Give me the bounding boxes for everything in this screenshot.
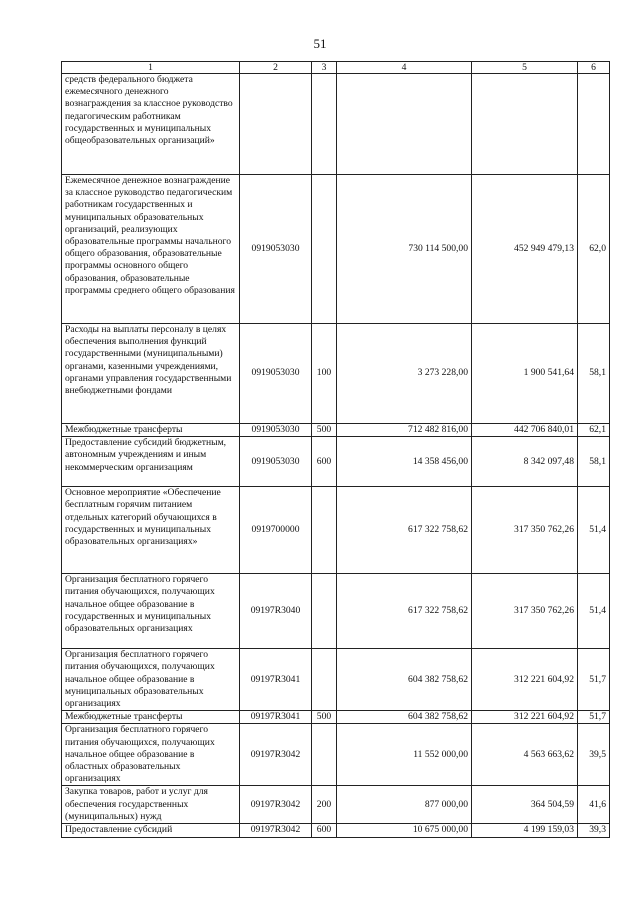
row-code: 0919053030 (240, 324, 312, 424)
row-vr (312, 649, 337, 711)
row-name: Закупка товаров, работ и услуг для обеспечения государственных (муниципальных) нужд (62, 786, 240, 824)
table-row (62, 437, 610, 487)
row-fact: 4 199 159,03 (472, 824, 578, 837)
row-plan: 712 482 816,00 (337, 424, 472, 437)
table-header-row (62, 62, 610, 74)
table-row (62, 324, 610, 424)
row-fact: 317 350 762,26 (472, 487, 578, 574)
row-pct: 39,5 (578, 724, 610, 786)
row-plan: 3 273 228,00 (337, 324, 472, 424)
column-header: 1 (62, 62, 240, 74)
row-fact: 4 563 663,62 (472, 724, 578, 786)
row-name: Организация бесплатного горячего питания обучающихся, получающих начальное общее образование в муниципальных образовательных организациях (62, 649, 240, 711)
row-plan: 10 675 000,00 (337, 824, 472, 837)
row-vr: 500 (312, 424, 337, 437)
row-code: 0919700000 (240, 487, 312, 574)
row-fact: 1 900 541,64 (472, 324, 578, 424)
row-name: Организация бесплатного горячего питания обучающихся, получающих начальное общее образование в областных образовательных организациях (62, 724, 240, 786)
table-row (62, 724, 610, 786)
row-name: Предоставление субсидий (62, 824, 240, 837)
row-code: 09197R3041 (240, 711, 312, 724)
table-row (62, 487, 610, 574)
row-code: 09197R3042 (240, 786, 312, 824)
row-pct: 58,1 (578, 324, 610, 424)
row-code: 09197R3041 (240, 649, 312, 711)
row-code: 0919053030 (240, 437, 312, 487)
row-fact: 452 949 479,13 (472, 175, 578, 324)
table-row (62, 786, 610, 824)
row-code: 09197R3042 (240, 824, 312, 837)
row-vr: 600 (312, 824, 337, 837)
row-code: 09197R3042 (240, 724, 312, 786)
row-fact: 364 504,59 (472, 786, 578, 824)
row-fact (472, 74, 578, 175)
row-pct: 58,1 (578, 437, 610, 487)
row-fact: 317 350 762,26 (472, 574, 578, 649)
row-fact: 312 221 604,92 (472, 711, 578, 724)
row-vr (312, 74, 337, 175)
row-vr: 200 (312, 786, 337, 824)
row-fact: 312 221 604,92 (472, 649, 578, 711)
row-vr: 500 (312, 711, 337, 724)
row-pct: 51,7 (578, 649, 610, 711)
row-pct: 51,7 (578, 711, 610, 724)
row-vr (312, 487, 337, 574)
table-row (62, 175, 610, 324)
row-plan (337, 74, 472, 175)
row-fact: 442 706 840,01 (472, 424, 578, 437)
table-row (62, 424, 610, 437)
table-row (62, 574, 610, 649)
row-vr (312, 175, 337, 324)
row-name: Предоставление субсидий бюджетным, автономным учреждениям и иным некоммерческим организациям (62, 437, 240, 487)
row-pct (578, 74, 610, 175)
row-pct: 51,4 (578, 574, 610, 649)
row-fact: 8 342 097,48 (472, 437, 578, 487)
row-vr (312, 574, 337, 649)
row-vr: 100 (312, 324, 337, 424)
row-name: Расходы на выплаты персоналу в целях обеспечения выполнения функций государственными (муниципальными) органами, казенными учреждениями, органами управления государственными внебюджетными фондами (62, 324, 240, 424)
row-code: 0919053030 (240, 175, 312, 324)
row-plan: 11 552 000,00 (337, 724, 472, 786)
column-header: 2 (240, 62, 312, 74)
table-row (62, 824, 610, 837)
page-number: 51 (313, 36, 327, 51)
table-row (62, 711, 610, 724)
table-row (62, 649, 610, 711)
budget-table (61, 61, 610, 838)
row-pct: 41,6 (578, 786, 610, 824)
row-plan: 14 358 456,00 (337, 437, 472, 487)
row-pct: 51,4 (578, 487, 610, 574)
row-name: средств федерального бюджета ежемесячного денежного вознаграждения за классное руководство педагогическим работникам государственных и муниципальных общеобразовательных организаций» (62, 74, 240, 175)
row-code: 0919053030 (240, 424, 312, 437)
row-name: Ежемесячное денежное вознаграждение за классное руководство педагогическим работникам государственных и муниципальных образовательных организаций, реализующих образовательные программы начального общего образования, образовательные программы основного общего образования, образовательные программы среднего общего образования (62, 175, 240, 324)
row-plan: 730 114 500,00 (337, 175, 472, 324)
row-name: Межбюджетные трансферты (62, 711, 240, 724)
row-plan: 604 382 758,62 (337, 649, 472, 711)
row-name: Основное мероприятие «Обеспечение бесплатным горячим питанием отдельных категорий обучающихся в государственных и муниципальных образовательных организациях» (62, 487, 240, 574)
column-header: 6 (578, 62, 610, 74)
column-header: 4 (337, 62, 472, 74)
row-plan: 617 322 758,62 (337, 574, 472, 649)
row-code (240, 74, 312, 175)
column-header: 3 (312, 62, 337, 74)
row-code: 09197R3040 (240, 574, 312, 649)
table-row (62, 74, 610, 175)
row-vr (312, 724, 337, 786)
column-header: 5 (472, 62, 578, 74)
row-plan: 604 382 758,62 (337, 711, 472, 724)
row-name: Межбюджетные трансферты (62, 424, 240, 437)
row-plan: 877 000,00 (337, 786, 472, 824)
row-plan: 617 322 758,62 (337, 487, 472, 574)
row-pct: 62,0 (578, 175, 610, 324)
row-name: Организация бесплатного горячего питания обучающихся, получающих начальное общее образование в государственных и муниципальных образовательных организациях (62, 574, 240, 649)
row-pct: 62,1 (578, 424, 610, 437)
row-pct: 39,3 (578, 824, 610, 837)
row-vr: 600 (312, 437, 337, 487)
